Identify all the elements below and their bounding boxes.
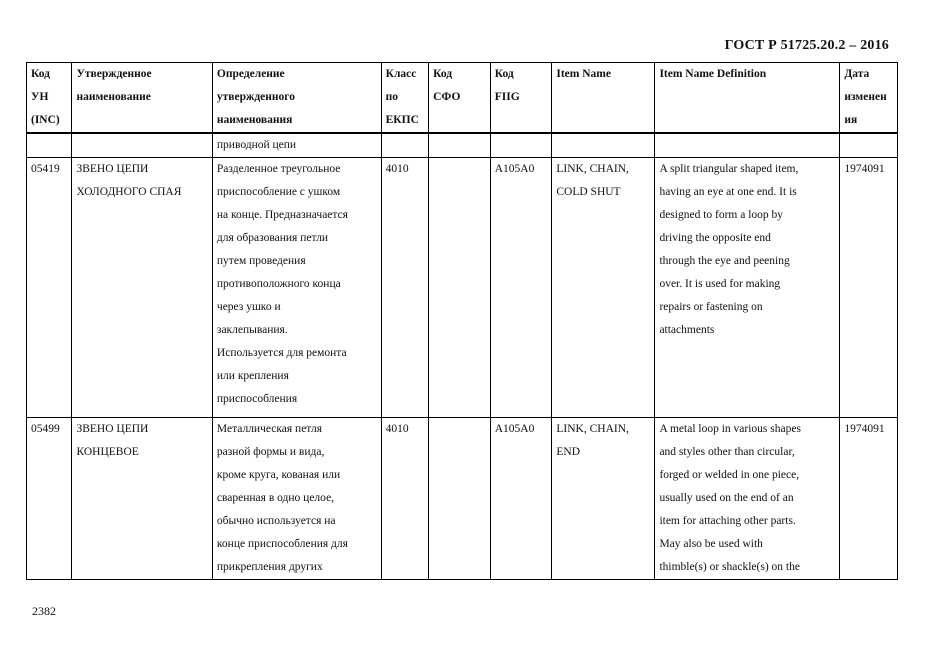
table-header-row [27,63,898,134]
col-header-inc: Код УН (INC) [27,63,72,134]
table-row [27,418,898,580]
cell-item-name: LINK, CHAIN, END [552,418,655,580]
cell-fiig [490,133,552,158]
col-header-item-name-definition: Item Name Definition [655,63,840,134]
cell-sfo [429,133,491,158]
cell-class: 4010 [381,158,428,418]
cell-date: 1974091 [840,158,898,418]
cell-item-def: A metal loop in various shapes and styles other than circular, forged or welded in one piece, usually used on the end of an item for attaching other parts. May also be used with thimble(s) or shackle(s) on the [655,418,840,580]
cell-date: 1974091 [840,418,898,580]
cell-item-name: LINK, CHAIN, COLD SHUT [552,158,655,418]
col-header-sfo: Код СФО [429,63,491,134]
cell-fiig: A105A0 [490,418,552,580]
cell-item-name [552,133,655,158]
cell-item-def: A split triangular shaped item, having an eye at one end. It is designed to form a loop by driving the opposite end through the eye and peening over. It is used for making repairs or fastening on attachments [655,158,840,418]
col-header-fiig: Код FIIG [490,63,552,134]
cell-definition: приводной цепи [212,133,381,158]
cell-class [381,133,428,158]
table-row-continuation [27,133,898,158]
col-header-date: Дата изменен ия [840,63,898,134]
cell-sfo [429,418,491,580]
cell-name: ЗВЕНО ЦЕПИ ХОЛОДНОГО СПАЯ [72,158,212,418]
cell-inc [27,133,72,158]
cell-name [72,133,212,158]
cell-class: 4010 [381,418,428,580]
cell-inc: 05419 [27,158,72,418]
cell-inc: 05499 [27,418,72,580]
cell-date [840,133,898,158]
cell-definition: Разделенное треугольное приспособление с ушком на конце. Предназначается для образования петли путем проведения противоположного конца через ушко и заклепывания. Используется для ремонта или крепления приспособления [212,158,381,418]
item-names-table [26,62,898,580]
cell-definition: Металлическая петля разной формы и вида, кроме круга, кованая или сваренная в одно целое, обычно используется на конце приспособления для прикрепления других [212,418,381,580]
col-header-class: Класс по ЕКПС [381,63,428,134]
col-header-item-name: Item Name [552,63,655,134]
document-standard-header: ГОСТ Р 51725.20.2 – 2016 [724,38,889,53]
cell-fiig: A105A0 [490,158,552,418]
col-header-definition: Определение утвержденного наименования [212,63,381,134]
col-header-approved-name: Утвержденное наименование [72,63,212,134]
cell-name: ЗВЕНО ЦЕПИ КОНЦЕВОЕ [72,418,212,580]
page-number: 2382 [32,604,56,618]
cell-sfo [429,158,491,418]
cell-item-def [655,133,840,158]
table-row [27,158,898,418]
